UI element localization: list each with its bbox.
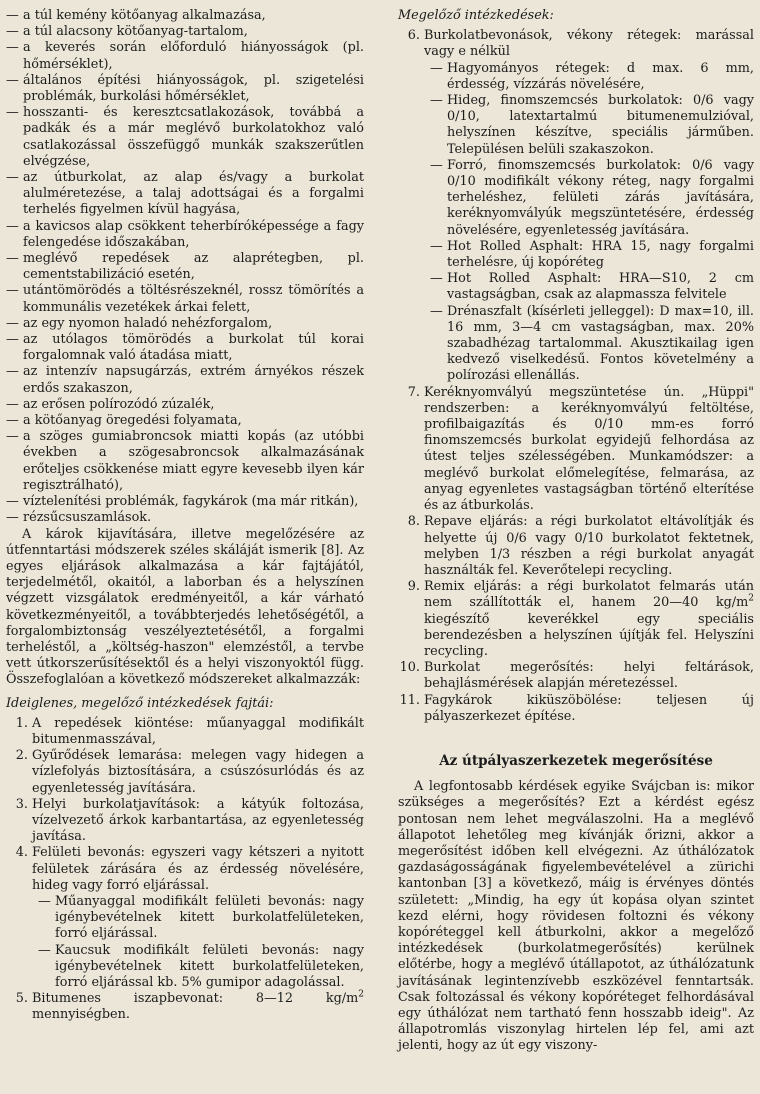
dash-list-item: — Hideg, finomszemcsés burkolatok: 0/6 vagy 0/10, latextartalmú bitumenemulzióval, helyszínen készítve, speciális járműben. Településen belüli szakaszokon. [430, 93, 754, 158]
numbered-item [398, 28, 754, 60]
item-text: Gyűrődések lemarása: melegen vagy hidegen a vízlefolyás biztosítására, a csúszósurlódás és az egyenletesség javítására. [32, 748, 364, 796]
item-number: 3. [15, 796, 28, 812]
numbered-item [398, 385, 754, 515]
dash-list-item: — Forró, finomszemcsés burkolatok: 0/6 vagy 0/10 modifikált vékony réteg, nagy forgalmi terheléshez, felületi zárás javítására, keréknyomvályúk megszüntetésére, érdesség növelésére, egyenletesség javítására. [430, 158, 754, 239]
dash-list-item: — az egy nyomon haladó nehézforgalom, [6, 316, 364, 332]
numbered-item [6, 991, 364, 1023]
left-column [6, 8, 364, 1024]
dash-list-item: — víztelenítési problémák, fagykárok (ma már ritkán), [6, 494, 364, 510]
dash-list-item: — az útburkolat, az alap és/vagy a burkolat alulméretezése, a talaj adottságai és a forgalmi terhelés figyelmen kívül hagyása, [6, 170, 364, 219]
numbered-item [398, 693, 754, 725]
item-number: 5. [15, 991, 28, 1007]
dash-list-item: — a kavicsos alap csökkent teherbíróképessége a fagy felengedése időszakában, [6, 219, 364, 251]
item-number: 7. [407, 384, 420, 400]
item-number: 2. [15, 748, 28, 764]
item-text: Burkolat megerősítés: helyi feltárások, behajlásmérések alapján méretezéssel. [424, 660, 754, 692]
dash-list-item: — az erősen polírozódó zúzalék, [6, 397, 364, 413]
item-text: Keréknyomvályú megszüntetése ún. „Hüppi" rendszerben: a keréknyomvályú feltöltése, profilbaigazítás és 0/10 mm-es forró finomszemcsés burkolat egyidejű felhordása az útest teljes szélességében. Munkamódszer: a meglévő burkolat előmelegítése, felmarása, az anyag egyenletes vastagságban történő elterítése és az átburkolás. [424, 384, 754, 514]
numbered-item [398, 579, 754, 660]
item-text: Fagykárok kiküszöbölése: teljesen új pályaszerkezet építése. [424, 692, 754, 724]
item-number: 8. [407, 514, 420, 530]
dash-list-item: — a kötőanyag öregedési folyamata, [6, 413, 364, 429]
dash-list-item: — utántömörödés a töltésrészeknél, rossz tömörítés a kommunális vezetékek árkai felett, [6, 283, 364, 315]
item-text: Repave eljárás: a régi burkolatot eltávolítják és helyette új 0/6 vagy 0/10 burkolatot fektetnek, melyben 1/3 részben a régi burkolat anyagát használták fel. Keverőtelepi recycling. [424, 514, 754, 578]
dash-list-item: — az utólagos tömörödés a burkolat túl korai forgalomnak való átadása miatt, [6, 332, 364, 364]
item-number: 11. [399, 692, 420, 708]
item-number: 6. [407, 28, 420, 44]
dash-list-item: — rézsűcsuszamlások. [6, 510, 364, 526]
numbered-item [6, 845, 364, 894]
overlay-sublist [398, 61, 754, 385]
intro-paragraph: A károk kijavítására, illetve megelőzésére az útfenntartási módszerek széles skáláját ismerik [8]. Az egyes eljárások alkalmazása a kár fajtájától, terjedelmétől, okaitól, a laborban és a helyszínen végzett vizsgálatok eredményeitől, a kár várható következményeitől, a továbbterjedés lehetőségétől, a forgalombiztonság veszélyeztetésétől, a forgalmi terheléstől, a „költség-haszon" elemzéstől, a tervbe vett útkorszerűsítésektől és a helyi viszonyoktól függ. Összefoglalóan a következő módszereket alkalmazzák: [6, 526, 364, 688]
preventive-measures-list-cont [398, 660, 754, 725]
temporary-measures-list [6, 716, 364, 894]
dash-list-item: — Hot Rolled Asphalt: HRA 15, nagy forgalmi terhelésre, új kopóréteg [430, 239, 754, 271]
preventive-measures-heading: Megelőző intézkedések: [398, 8, 554, 23]
numbered-item [6, 797, 364, 846]
item-text: Remix eljárás: a régi burkolatot felmarás után nem szállították el, hanem 20—40 $kg/m^2$ kiegészítő keverékkel egy speciális berendezésben a helyszínen újítják fel. Helyszíni recycling. [424, 579, 754, 659]
section-title: Az útpályaszerkezetek megerősítése [439, 752, 713, 769]
dash-list-item: — a túl alacsony kötőanyag-tartalom, [6, 24, 364, 40]
dash-list-item: — meglévő repedések az alaprétegben, pl. cementstabilizáció esetén, [6, 251, 364, 283]
item-number: 9. [407, 579, 420, 595]
dash-list-item: — általános építési hiányosságok, pl. szigetelési problémák, burkolási hőmérséklet, [6, 73, 364, 105]
dash-list-item: — Hagyományos rétegek: d max. 6 mm, érdesség, vízzárás növelésére, [430, 61, 754, 93]
item-text: Bitumenes iszapbevonat: 8—12 $kg/m^2$ mennyiségben. [32, 989, 364, 1023]
dash-list-item: — Hot Rolled Asphalt: HRA—S10, 2 cm vastagságban, csak az alapmassza felvitele [430, 271, 754, 303]
dash-list-item: — az intenzív napsugárzás, extrém árnyékos részek erdős szakaszon, [6, 364, 364, 396]
numbered-item [398, 514, 754, 579]
numbered-item [6, 748, 364, 797]
section-paragraph: A legfontosabb kérdések egyike Svájcban is: mikor szükséges a megerősítés? Ezt a kérdést egész pontosan nem lehet megválaszolni. Ha a meglévő állapotot lehetőleg meg kívánják őrizni, akkor a megerősítést időben kell elvégezni. Az úthálózatok gazdaságosságának figyelembevételével a zürichi kantonban [3] a következő, máig is érvényes döntés született: „Mindig, ha egy út kopása olyan szintet kezd elérni, hogy rövidesen foltozni és vékony kopóréteggel kell átburkolni, akkor a megelőző intézkedések (burkolatmegerősítés) kerülnek előtérbe, hogy a meglévő útállapotot, az úthálózatunk javításának legintenzívebb eszközével fenntartsák. Csak foltozással és vékony kopóréteget felhordásával egy úthálózat nem tartható fenn hosszabb ideig". Az állapotromlás viszonylag hirtelen lép fel, ami azt jelenti, hogy az út egy viszony- [398, 779, 754, 1054]
item-number: 10. [399, 660, 420, 676]
dash-list-item: — hosszanti- és keresztcsatlakozások, továbbá a padkák és a már meglévő burkolatokhoz való csatlakozással összefüggő munkák szakszerűtlen elvégzése, [6, 105, 364, 170]
dash-list-item: — a túl kemény kötőanyag alkalmazása, [6, 8, 364, 24]
dash-list-item: — Kaucsuk modifikált felületi bevonás: nagy igénybevételnek kitett burkolatfelületeken, forró eljárással kb. 5% gumipor adagolással. [38, 943, 364, 992]
numbered-item [6, 716, 364, 748]
item-text: A repedések kiöntése: műanyaggal modifikált bitumenmasszával, [32, 715, 364, 747]
right-column [398, 8, 754, 1055]
dash-list-item: — a szöges gumiabroncsok miatti kopás (az utóbbi években a szögesabroncsok alkalmazásának erőteljes csökkenése miatt egyre kevesebb ilyen kár regisztrálható), [6, 429, 364, 494]
dash-list-item: — Drénaszfalt (kísérleti jelleggel): D max=10, ill. 16 mm, 3—4 cm vastagságban, max. 20% szabadhézag tartalommal. Akusztikailag igen kedvező viselkedésű. Fontos követelmény a polírozási ellenállás. [430, 304, 754, 385]
item-number: 4. [15, 845, 28, 861]
damage-causes-list [6, 8, 364, 527]
item-text: Felületi bevonás: egyszeri vagy kétszeri a nyitott felületek zárására és az érdesség növelésére, hideg vagy forró eljárással. [32, 845, 364, 893]
preventive-measures-list [398, 385, 754, 579]
numbered-item [398, 660, 754, 692]
item-text: Helyi burkolatjavítások: a kátyúk foltozása, vízelvezető árkok karbantartása, az egyenletesség javítása. [32, 796, 364, 845]
dash-list-item: — a keverés során előforduló hiányosságok (pl. hőmérséklet), [6, 40, 364, 72]
surface-coating-sublist [6, 894, 364, 991]
temporary-measures-heading: Ideiglenes, megelőző intézkedések fajtái: [6, 695, 274, 711]
item-text: Burkolatbevonások, vékony rétegek: marással vagy e nélkül [424, 28, 754, 60]
dash-list-item: — Műanyaggal modifikált felületi bevonás: nagy igénybevételnek kitett burkolatfelületeken, forró eljárással. [38, 894, 364, 943]
item-number: 1. [15, 715, 28, 731]
